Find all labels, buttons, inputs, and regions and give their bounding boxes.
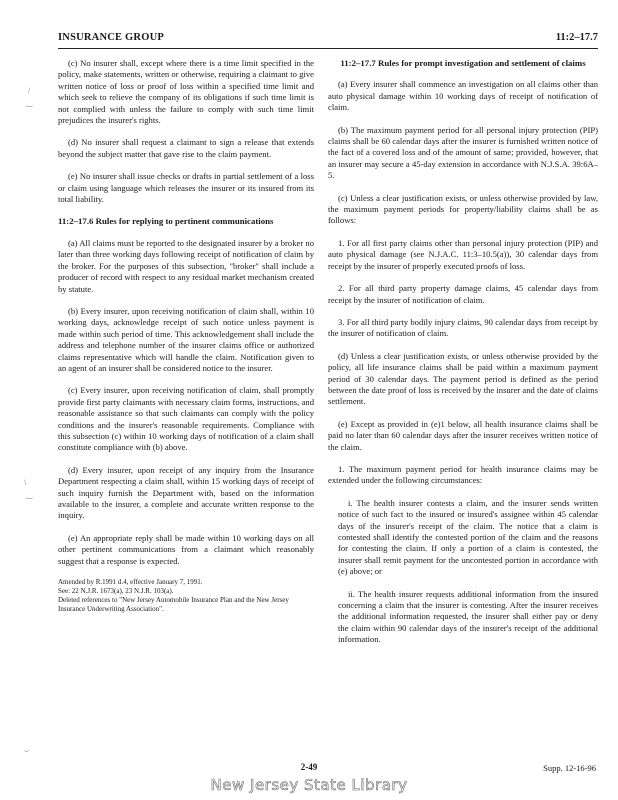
header-section-number: 11:2–17.7 xyxy=(555,32,598,43)
section-17-7-item-e1-ii: ii. The health insurer requests additional information from the insured concerning a claim that the insurer is contesting. After the insurer receives the additional information requested, the insurer shall either pay or deny the claim within 90 calendar days of the insurer's receipt of the additional information. xyxy=(338,588,598,645)
section-17-7-paragraph-e: (e) Except as provided in (e)1 below, all health insurance claims shall be paid no later than 60 calendar days after the insurer receives written notice of the claim. xyxy=(328,418,598,452)
section-17-7-paragraph-b: (b) The maximum payment period for all personal injury protection (PIP) claims shall be 60 calendar days after the insurer is furnished written notice of the fact of a covered loss and of the amount of same; provided, however, that an insurer may secure a 45-day extension in accordance with N.J.S.A. 39:6A–5. xyxy=(328,124,598,181)
paragraph-c: (c) No insurer shall, except where there is a time limit specified in the policy, make statements, written or otherwise, requiring a claimant to give written notice of loss or proof of loss within a specified time limit and which seek to relieve the company of its obligations if such time limit is not complied with unless the failure to comply with such time limit prejudices the insurer's rights. xyxy=(58,58,314,126)
section-17-7-item-c3: 3. For all third party bodily injury claims, 90 calendar days from receipt by the insurer of notification of claim. xyxy=(328,316,598,339)
history-note-deleted: Deleted references to "New Jersey Automobile Insurance Plan and the New Jersey Insurance Underwriting Association". xyxy=(58,596,289,614)
header-rule xyxy=(58,48,598,49)
margin-mark: ‿ xyxy=(26,98,33,107)
section-17-7-item-c1: 1. For all first party claims other than personal injury protection (PIP) and auto physical damage (see N.J.A.C. 11:3–10.5(a)), 30 calendar days from receipt by the insurer of properly executed proofs of loss. xyxy=(328,237,598,271)
margin-mark: ‿ xyxy=(26,490,33,499)
section-17-7-item-e1: 1. The maximum payment period for health insurance claims may be extended under the following circumstances: xyxy=(328,463,598,486)
section-17-7-item-e1-i: i. The health insurer contests a claim, and the insurer sends written notice of such fact to the insured or insured's assignee within 45 calendar days of the insurer's receipt of the claim. The notice that a claim is contested shall identify the contested portion of the claim and the reasons for contesting the claim. If only a portion of a claim is contested, the insurer shall remit payment for the uncontested portion in accordance with (e) above; or xyxy=(338,497,598,577)
supplement-date: Supp. 12-16-96 xyxy=(543,763,596,773)
header-title: INSURANCE GROUP xyxy=(58,32,164,43)
running-header xyxy=(58,32,598,46)
paragraph-d: (d) No insurer shall request a claimant to sign a release that extends beyond the subject matter that gave rise to the claim payment. xyxy=(58,137,314,159)
history-notes xyxy=(58,578,314,614)
margin-mark: ⌣ xyxy=(24,746,30,755)
section-11-2-17-6-heading: 11:2–17.6 Rules for replying to pertinent communications xyxy=(58,216,274,227)
section-17-6-paragraph-a: (a) All claims must be reported to the designated insurer by a broker no later than three working days following receipt of notification of claim by the broker. For the purposes of this subsection, "broker" shall include a producer of record with respect to any residual market mechanism created by statute. xyxy=(58,237,314,294)
section-17-7-item-c2: 2. For all third party property damage claims, 45 calendar days from receipt by the insurer of notification of claim. xyxy=(328,283,598,305)
section-17-6-paragraph-b: (b) Every insurer, upon receiving notification of claim shall, within 10 working days, acknowledge receipt of such notice unless payment is made within such period of time. This acknowledgement shall include the address and telephone number of the insurer claims office or authorized claims representative which will handle the claim. Notification given to an agent of an insurer shall be considered notice to the insurer. xyxy=(58,305,314,373)
margin-mark: \ xyxy=(24,478,27,487)
page-number: 2-49 xyxy=(300,762,318,772)
library-watermark: New Jersey State Library xyxy=(210,776,408,794)
paragraph-e: (e) No insurer shall issue checks or drafts in partial settlement of a loss or claim using language which releases the insurer or its insured from its total liability. xyxy=(58,171,314,205)
section-17-7-paragraph-a: (a) Every insurer shall commence an investigation on all claims other than auto physical damage within 10 working days of receipt of notification of claim. xyxy=(328,79,598,113)
section-17-7-paragraph-c: (c) Unless a clear justification exists, or unless otherwise provided by law, the maximum payment periods for property/liability claims shall be as follows: xyxy=(328,192,598,226)
left-column xyxy=(58,58,314,758)
section-17-6-paragraph-c: (c) Every insurer, upon receiving notification of claim, shall promptly provide first party claimants with necessary claim forms, instructions, and reasonable assistance so that such claimants can comply with the policy conditions and the insurer's reasonable requirements. Compliance with this subsection (c) within 10 working days of notification of a claim shall constitute compliance with (b) above. xyxy=(58,385,314,453)
section-17-7-paragraph-d: (d) Unless a clear justification exists, or unless otherwise provided by the policy, all life insurance claims shall be paid within a maximum payment period of 30 calendar days. The payment period is defined as the period between the date proof of loss is received by the insurer and the date of claims settlement. xyxy=(328,350,598,407)
section-17-6-paragraph-d: (d) Every insurer, upon receipt of any inquiry from the Insurance Department respecting a claim shall, within 15 working days of receipt of such inquiry furnish the Department with, based on the information available to the insurer, a complete and accurate written response to the inquiry. xyxy=(58,464,314,521)
history-note-see: See: 22 N.J.R. 1673(a), 23 N.J.R. 103(a). xyxy=(58,587,174,596)
section-17-6-paragraph-e: (e) An appropriate reply shall be made within 10 working days on all other pertinent communications from a claimant which reasonably suggest that a response is expected. xyxy=(58,532,314,566)
history-note-amended: Amended by R.1991 d.4, effective January 7, 1991. xyxy=(58,578,203,587)
section-11-2-17-7-heading: 11:2–17.7 Rules for prompt investigation and settlement of claims xyxy=(340,58,586,68)
right-column xyxy=(328,58,598,758)
margin-mark: / xyxy=(28,86,31,95)
